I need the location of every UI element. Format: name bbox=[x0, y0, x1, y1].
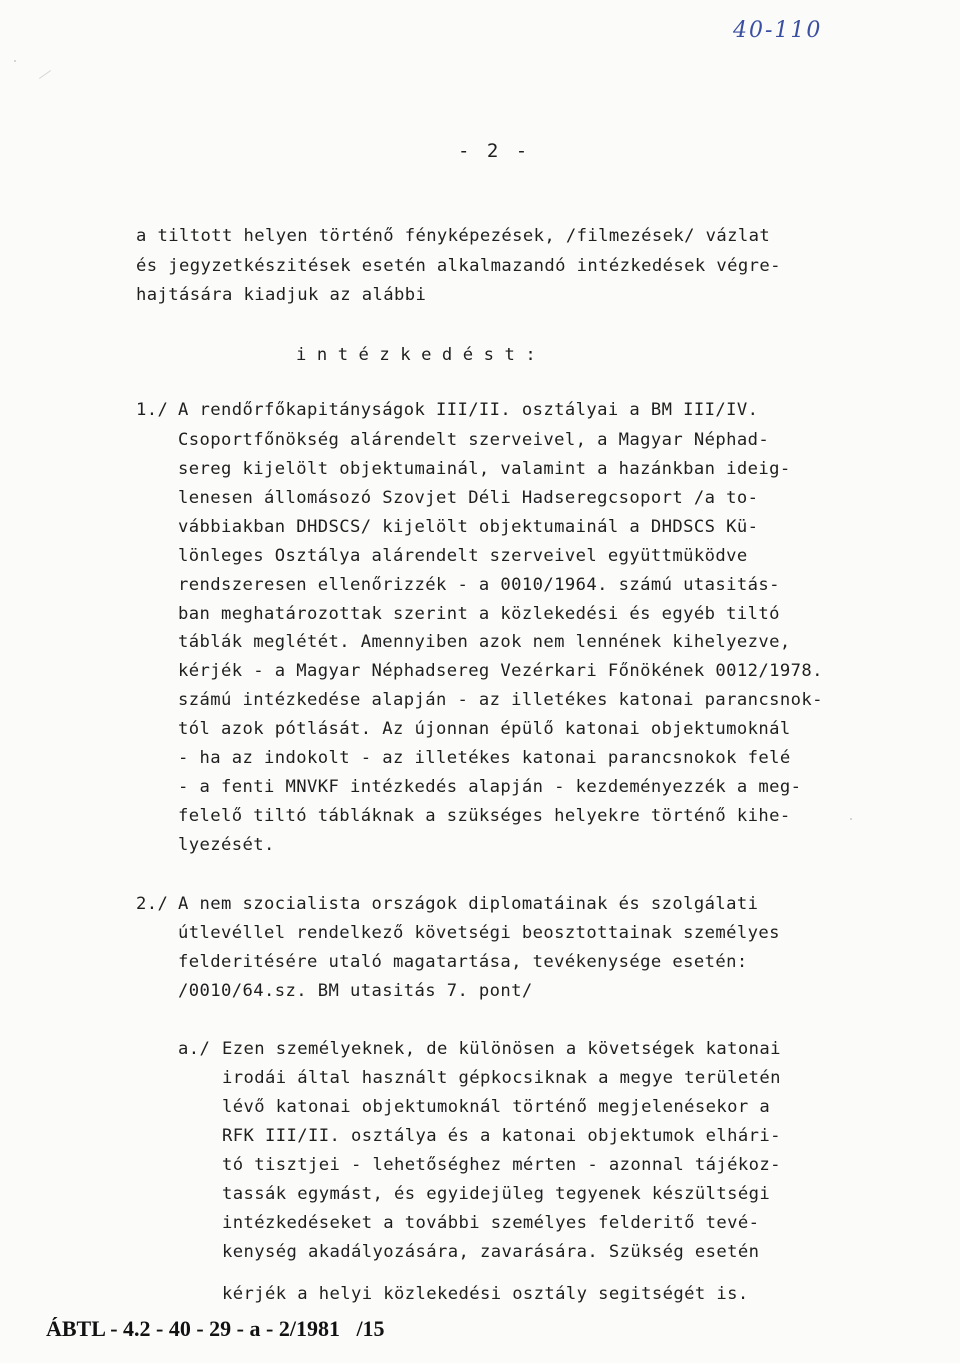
section-2-line: A nem szocialista országok diplomatáinak és szolgálati bbox=[178, 894, 759, 914]
subsection-a-marker: a./ bbox=[178, 1039, 211, 1059]
section-1-line: táblák meglétét. Amennyiben azok nem lennének kihelyezve, bbox=[178, 632, 791, 652]
scan-speck bbox=[14, 60, 16, 62]
archive-reference: ÁBTL - 4.2 - 40 - 29 - a - 2/1981 /15 bbox=[46, 1316, 385, 1341]
section-1-line: felelő tiltó tábláknak a szükséges helyekre történő kihe- bbox=[178, 806, 791, 826]
section-1-line: - ha az indokolt - az illetékes katonai parancsnokok felé bbox=[178, 748, 791, 768]
subsection-a-line: irodái által használt gépkocsiknak a megye területén bbox=[222, 1068, 781, 1088]
subsection-a-line: lévő katonai objektumoknál történő megjelenésekor a bbox=[222, 1097, 771, 1117]
page-number: - 2 - bbox=[458, 140, 531, 162]
section-1-line: Csoportfőnökség alárendelt szerveivel, a Magyar Néphad- bbox=[178, 430, 770, 450]
scan-speck bbox=[850, 818, 852, 820]
section-1-line: vábbiakban DHDSCS/ kijelölt objektumainál a DHDSCS Kü- bbox=[178, 517, 759, 537]
section-1-line: - a fenti MNVKF intézkedés alapján - kezdeményezzék a meg- bbox=[178, 777, 802, 797]
subsection-a-line: Ezen személyeknek, de különösen a követségek katonai bbox=[222, 1039, 781, 1059]
intro-line: hajtására kiadjuk az alábbi bbox=[136, 285, 427, 305]
section-1-line: ban meghatározottak szerint a közlekedési és egyéb tiltó bbox=[178, 604, 780, 624]
section-1-line: sereg kijelölt objektumainál, valamint a hazánkban ideig- bbox=[178, 459, 791, 479]
intro-line: és jegyzetkészitések esetén alkalmazandó intézkedések végre- bbox=[136, 256, 781, 276]
section-2-marker: 2./ bbox=[136, 894, 169, 914]
section-1-line: lyezését. bbox=[178, 835, 275, 855]
subsection-a-line: tó tisztjei - lehetőséghez mérten - azonnal tájékoz- bbox=[222, 1155, 781, 1175]
section-2-line: felderitésére utaló magatartása, tevékenysége esetén: bbox=[178, 952, 748, 972]
heading: intézkedést: bbox=[296, 345, 547, 365]
subsection-a-line: intézkedéseket a további személyes felderitő tevé- bbox=[222, 1213, 760, 1233]
intro-line: a tiltott helyen történő fényképezések, /filmezések/ vázlat bbox=[136, 226, 771, 246]
section-1-line: számú intézkedése alapján - az illetékes katonai parancsnok- bbox=[178, 690, 823, 710]
section-2-line: /0010/64.sz. BM utasitás 7. pont/ bbox=[178, 981, 533, 1001]
section-2-line: útlevéllel rendelkező követségi beosztottainak személyes bbox=[178, 923, 780, 943]
subsection-a-line: kérjék a helyi közlekedési osztály segitségét is. bbox=[222, 1284, 749, 1304]
section-1-line: lenesen állomásozó Szovjet Déli Hadseregcsoport /a to- bbox=[178, 488, 759, 508]
section-1-line: A rendőrfőkapitányságok III/II. osztályai a BM III/IV. bbox=[178, 400, 759, 420]
section-1-line: lönleges Osztálya alárendelt szerveivel együttmüködve bbox=[178, 546, 748, 566]
handwritten-note: 40-110 bbox=[733, 18, 823, 43]
scan-speck bbox=[39, 70, 51, 79]
section-1-line: tól azok pótlását. Az újonnan épülő katonai objektumoknál bbox=[178, 719, 791, 739]
section-1-line: rendszeresen ellenőrizzék - a 0010/1964. számú utasitás- bbox=[178, 575, 780, 595]
section-1-line: kérjék - a Magyar Néphadsereg Vezérkari Főnökének 0012/1978. bbox=[178, 661, 823, 681]
subsection-a-line: RFK III/II. osztálya és a katonai objektumok elhári- bbox=[222, 1126, 781, 1146]
subsection-a-line: kenység akadályozására, zavarására. Szükség esetén bbox=[222, 1242, 760, 1262]
section-1-marker: 1./ bbox=[136, 400, 169, 420]
subsection-a-line: tassák egymást, és egyidejüleg tegyenek készültségi bbox=[222, 1184, 771, 1204]
